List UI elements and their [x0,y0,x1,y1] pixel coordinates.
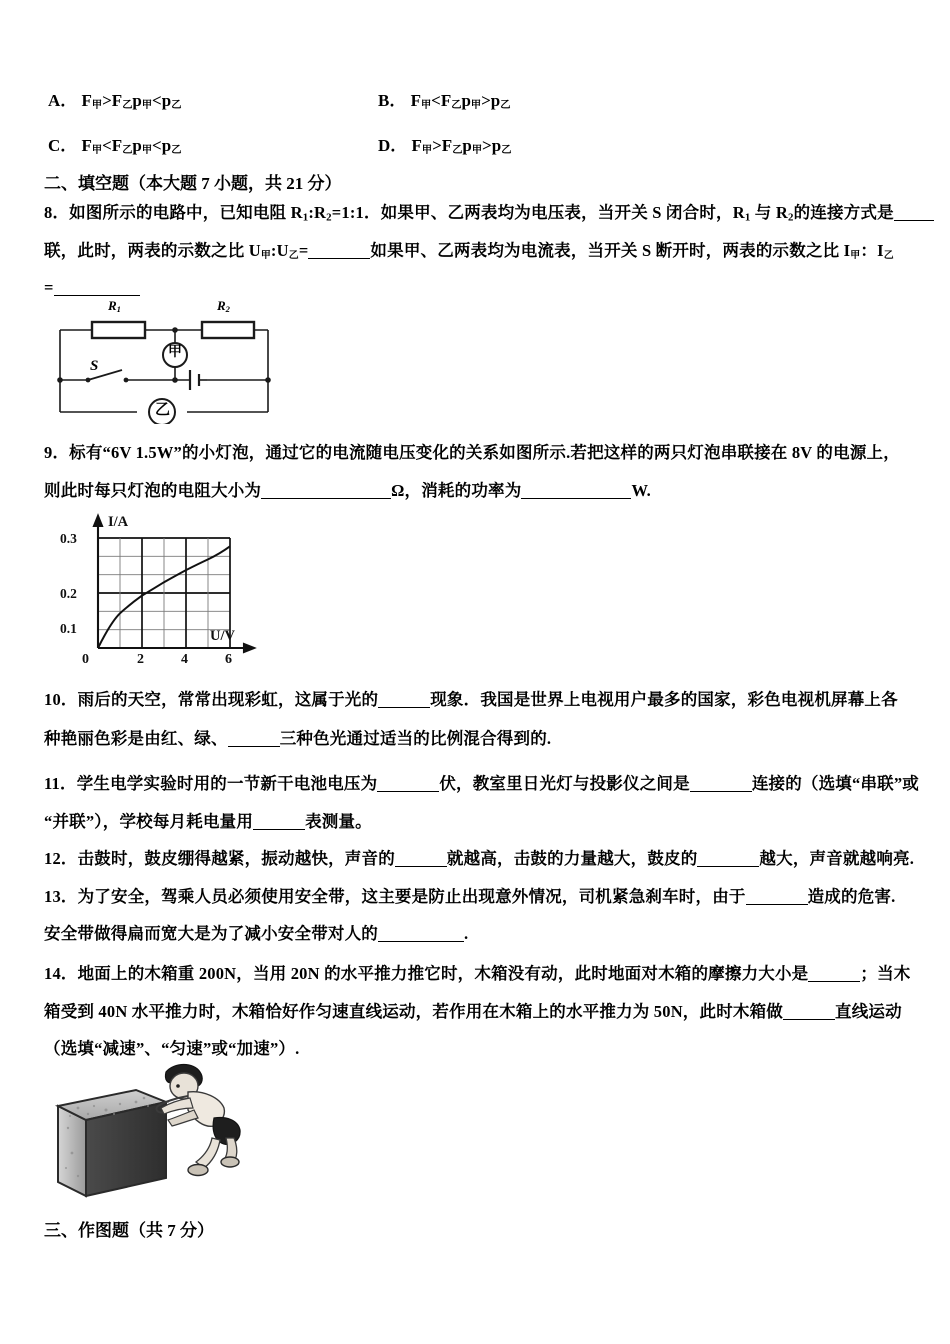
boy-pushing-box-illustration [48,1058,248,1198]
answer-blank[interactable] [521,498,631,499]
meter-jia-label: 甲 [168,345,182,360]
resistor-r1-symbol [92,322,145,338]
answer-blank[interactable] [783,1019,835,1020]
question-14-number: 14． [44,964,78,983]
section-three-heading: 三、作图题（共 7 分） [44,1221,214,1240]
switch-label: S [90,358,99,374]
question-8-line-1: 8．如图所示的电路中，已知电阻 $R_1:R_2=1:1$．如果甲、乙两表均为电压表，当开关 S 闭合时，$R_1$ 与 $R_2$的连接方式是 [44,205,934,223]
resistor-r1-label: $R_1$ [108,298,121,314]
question-12-number: 12． [44,849,78,868]
section-two-heading: 二、填空题（本大题 7 小题，共 21 分） [44,174,342,193]
question-13-line-2: 安全带做得扁而宽大是为了减小安全带对人的 . [44,924,469,943]
answer-blank[interactable] [378,941,464,942]
answer-blank[interactable] [395,866,447,867]
choice-c-label: C． [48,136,78,155]
choice-a-expression: F甲>F乙p甲<p乙 [81,91,182,111]
choice-d-label: D． [378,136,408,155]
question-14-line-1: 14．地面上的木箱重 200N，当用 20N 的水平推力推它时，木箱没有动，此时地面对木箱的摩擦力大小是 ；当木 [44,964,911,983]
origin-label: 0 [82,652,89,666]
question-8-line-2: 联，此时，两表的示数之比 U甲:U乙= 如果甲、乙两表均为电流表，当开关 S 断开时，两表的示数之比 I甲：I乙 [44,241,894,261]
question-13-number: 13． [44,887,78,906]
choice-c-expression: F甲<F乙p甲<p乙 [81,136,182,156]
meter-yi-label: 乙 [155,402,171,418]
answer-blank[interactable] [894,220,934,221]
current-voltage-graph [58,508,258,666]
battery-symbol [190,370,199,390]
question-11-line-1: 11．学生电学实验时用的一节新干电池电压为 伏，教室里日光灯与投影仪之间是 连接的（选填“串联”或 [44,774,920,793]
answer-blank[interactable] [228,746,280,747]
answer-blank[interactable] [261,498,391,499]
resistor-r2-label: $R_2$ [217,298,230,314]
choice-option-c[interactable] [48,137,181,156]
boy-figure [156,1065,240,1176]
question-14-line-2: 箱受到 40N 水平推力时，木箱恰好作匀速直线运动，若作用在木箱上的水平推力为 50N，此时木箱做 直线运动 [44,1002,902,1021]
circuit-node-left [57,377,63,383]
shoe-back [221,1157,239,1167]
question-11-line-2: “并联”），学校每月耗电量用 表测量。 [44,812,372,831]
answer-blank[interactable] [377,791,439,792]
question-11-number: 11． [44,774,77,793]
question-9-line-2: 则此时每只灯泡的电阻大小为 Ω，消耗的功率为 W. [44,481,651,500]
choice-b-expression: F甲<F乙p甲>p乙 [410,91,511,111]
question-9-number: 9． [44,443,70,462]
shoe-front [188,1165,208,1176]
x-tick-label-6: 6 [225,652,232,666]
question-13-line-1: 13．为了安全，驾乘人员必须使用安全带，这主要是防止出现意外情况，司机紧急刹车时，由于 造成的危害. [44,887,896,906]
question-10-line-1: 10．雨后的天空，常常出现彩虹，这属于光的 现象．我国是世界上电视用户最多的国家，彩色电视机屏幕上各 [44,690,898,709]
choice-d-expression: F甲>F乙p甲>p乙 [411,136,512,156]
answer-blank[interactable] [697,866,759,867]
y-tick-label-0.1: 0.1 [60,621,77,636]
answer-blank[interactable] [308,258,370,259]
box-left-face [58,1106,86,1196]
question-12-line-1: 12．击鼓时，鼓皮绷得越紧，振动越快，声音的 就越高，击鼓的力量越大，鼓皮的 越大，声音就越响亮. [44,849,915,868]
choice-option-b[interactable] [378,92,510,111]
x-tick-label-4: 4 [181,652,188,666]
resistor-r2-symbol [202,322,254,338]
question-9-line-1: 9．标有“6V 1.5W”的小灯泡，通过它的电流随电压变化的关系如图所示.若把这样的两只灯泡串联接在 8V 的电源上， [44,443,900,462]
choice-a-label: A． [48,91,78,110]
question-8-line-3: = [44,280,140,297]
x-axis-label: U/V [210,628,235,644]
question-8-number: 8． [44,203,70,222]
answer-blank[interactable] [253,829,305,830]
y-tick-label-0.2: 0.2 [60,586,77,601]
answer-blank[interactable] [378,707,430,708]
choice-option-a[interactable] [48,92,181,111]
circuit-node-right [265,377,271,383]
choice-b-label: B． [378,91,407,110]
circuit-diagram [52,296,282,424]
choice-option-d[interactable] [378,137,511,156]
y-axis-label: I/A [108,514,129,530]
x-tick-label-2: 2 [137,652,144,666]
question-14-line-3: （选填“减速”、“匀速”或“加速”）. [44,1039,300,1058]
y-tick-label-0.3: 0.3 [60,531,77,546]
answer-blank[interactable] [746,904,808,905]
answer-blank[interactable] [808,981,860,982]
question-10-number: 10． [44,690,78,709]
answer-blank[interactable] [690,791,752,792]
question-10-line-2: 种艳丽色彩是由红、绿、 三种色光通过适当的比例混合得到的. [44,729,552,748]
